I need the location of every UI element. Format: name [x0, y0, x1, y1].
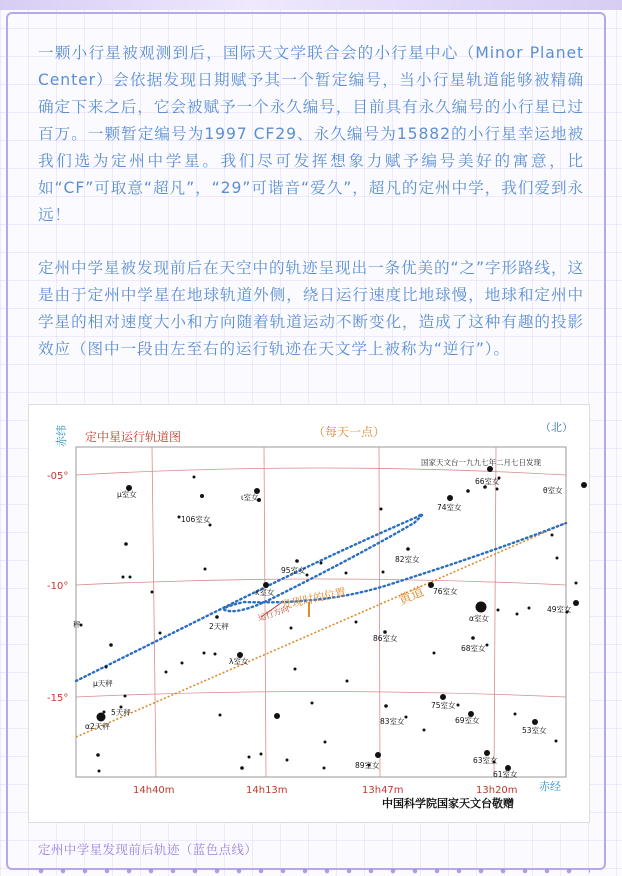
ra-axis-label: 赤经	[539, 780, 561, 793]
orbit-star-map	[28, 404, 590, 823]
map-border	[76, 447, 566, 777]
observatory-note: 国家天文台一九九七年二月七日发现	[421, 458, 541, 467]
ra-tick-1320: 13h20m	[476, 785, 518, 796]
star-map-svg	[29, 405, 591, 824]
star-label: 82室女	[395, 555, 420, 564]
ecliptic-label: 黄道	[396, 584, 427, 609]
star-label: λ室女	[229, 657, 249, 666]
ra-tick-1440: 14h40m	[133, 785, 175, 796]
ra-grid-1347	[379, 447, 380, 777]
dec-tick-10: -10°	[47, 581, 69, 592]
daily-note: （每天一点）	[313, 425, 386, 439]
retrograde-paragraph: 定州中学星被发现前后在天空中的轨迹呈现出一条优美的“之”字形路线，这是由于定州中学星在地球轨道外侧，绕日运行速度比地球慢，地球和定州中学星的相对速度大小和方向随着轨道运动不断变化，造成了这种有趣的投影效应（图中一段由左至右的运行轨迹在天文学上被称为“逆行”）。	[38, 259, 584, 358]
figure-caption: 定州中学星发现前后轨迹（蓝色点线）	[38, 842, 258, 857]
star-label: 76室女	[433, 587, 458, 596]
star-label: ι室女	[241, 493, 259, 502]
dec-grid-minus15	[76, 692, 566, 698]
star-label: 95室女	[281, 566, 306, 575]
star-label: 63室女	[473, 756, 498, 765]
star-label: α2天秤	[85, 722, 110, 731]
bottom-dots-decoration	[30, 868, 590, 874]
star-label: 86室女	[373, 634, 398, 643]
map-title: 定中星运行轨道图	[85, 430, 182, 444]
star-label: 61室女	[493, 770, 518, 779]
star-label: 2天秤	[209, 622, 229, 631]
star-label: 49室女	[547, 605, 572, 614]
star-label: 66室女	[475, 477, 500, 486]
dec-tick-5: -05°	[47, 471, 69, 482]
map-credit: 中国科学院国家天文台敬赠	[382, 797, 514, 810]
dec-axis-label: 赤纬	[55, 425, 68, 447]
star-labels	[73, 476, 572, 779]
star-label: 69室女	[455, 716, 480, 725]
discovery-label: 发现时的位置	[279, 585, 348, 612]
dec-grid-minus10	[76, 579, 566, 585]
star-label: 秤	[73, 620, 81, 629]
star-label: 83室女	[380, 717, 405, 726]
star-label: α室女	[469, 614, 489, 623]
direction-label: 运行方向	[256, 604, 291, 623]
ecliptic-line	[76, 523, 566, 737]
intro-paragraph: 一颗小行星被观测到后，国际天文学联合会的小行星中心（Minor Planet Center）会依据发现日期赋予其一个暂定编号，当小行星轨道能够被精确确定下来之后，它会被赋予一个永久编号，目前具有永久编号的小行星已过百万。一颗暂定编号为1997 CF29、永久编号为15882的小行星幸运地被我们选为定州中学星。我们尽可发挥想象力赋予编号美好的寓意，比如“CF”可取意“超凡”，“29”可谐音“爱久”，超凡的定州中学，我们爱到永远！	[38, 44, 584, 224]
star-label: 5天秤	[111, 708, 131, 717]
ra-tick-1413: 14h13m	[246, 785, 288, 796]
top-decoration-bar	[0, 0, 622, 10]
star-label: 106室女	[181, 515, 211, 524]
ra-tick-1347: 13h47m	[362, 785, 404, 796]
dec-tick-15: -15°	[47, 693, 69, 704]
star-label: κ室女	[255, 588, 275, 597]
star-label: 74室女	[437, 503, 462, 512]
ra-grid-1440	[152, 447, 156, 777]
ra-grid-1320	[494, 447, 496, 777]
star-label: 68室女	[461, 644, 486, 653]
north-label: （北）	[540, 421, 573, 434]
star-label: 75室女	[431, 701, 456, 710]
star-label: θ室女	[543, 486, 563, 495]
star-label: 89室女	[355, 761, 380, 770]
star-label: μ天秤	[93, 679, 113, 688]
star-label: 53室女	[522, 726, 547, 735]
star-label: μ室女	[117, 490, 137, 499]
